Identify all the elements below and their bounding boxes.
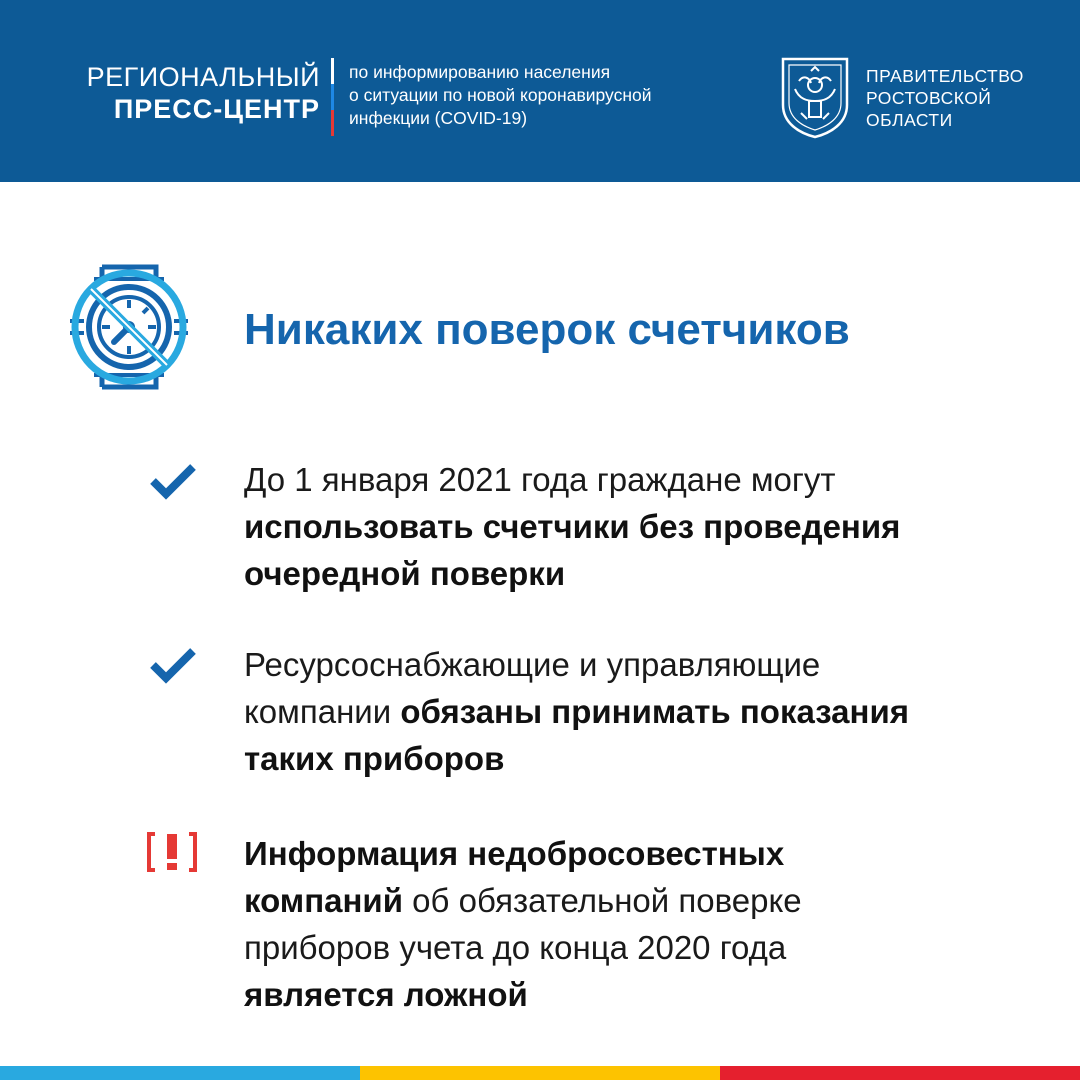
checkmark-icon: [149, 461, 197, 501]
subtitle-line: инфекции (COVID-19): [349, 108, 528, 128]
press-center-subtitle: [349, 61, 749, 130]
item-bold-text: компаний: [244, 882, 404, 919]
bar-red-segment: [720, 1066, 1080, 1080]
government-label: [866, 65, 1024, 131]
coat-of-arms-emblem-icon: [779, 55, 851, 139]
item-bold-text: таких приборов: [244, 740, 505, 777]
item-text-line: Ресурсоснабжающие и управляющие: [244, 646, 821, 683]
header-banner: [0, 0, 1080, 182]
government-line: ОБЛАСТИ: [866, 110, 953, 130]
subtitle-line: по информированию населения: [349, 62, 611, 82]
government-line: РОСТОВСКОЙ: [866, 88, 992, 108]
item-bold-text: использовать счетчики без проведения: [244, 508, 901, 545]
item-bold-text: обязаны принимать показания: [400, 693, 910, 730]
crossed-water-meter-icon: [64, 259, 194, 395]
list-item: [244, 456, 1044, 597]
press-center-line2: ПРЕСС-ЦЕНТР: [113, 94, 320, 124]
list-item: [244, 830, 1044, 1018]
page-title: Никаких поверок счетчиков: [244, 305, 850, 354]
press-center-line1: РЕГИОНАЛЬНЫЙ: [86, 62, 320, 92]
item-text: компании: [244, 693, 401, 730]
checkmark-icon: [149, 645, 197, 685]
government-line: ПРАВИТЕЛЬСТВО: [866, 66, 1024, 86]
list-item: [244, 641, 1044, 782]
bottom-color-bar: [0, 1066, 1080, 1080]
item-text: об обязательной поверке: [403, 882, 802, 919]
press-center-logo: [58, 62, 320, 126]
item-bold-text: Информация недобросовестных: [244, 835, 785, 872]
bar-blue-segment: [0, 1066, 360, 1080]
item-bold-text: очередной поверки: [244, 555, 566, 592]
item-text-line: приборов учета до конца 2020 года: [244, 929, 787, 966]
subtitle-line: о ситуации по новой коронавирусной: [349, 85, 652, 105]
item-bold-text: является ложной: [244, 976, 528, 1013]
item-text-line: До 1 января 2021 года граждане могут: [244, 461, 836, 498]
flag-tricolor-divider: [331, 58, 334, 136]
bar-yellow-segment: [360, 1066, 720, 1080]
exclamation-warning-icon: [147, 832, 197, 872]
